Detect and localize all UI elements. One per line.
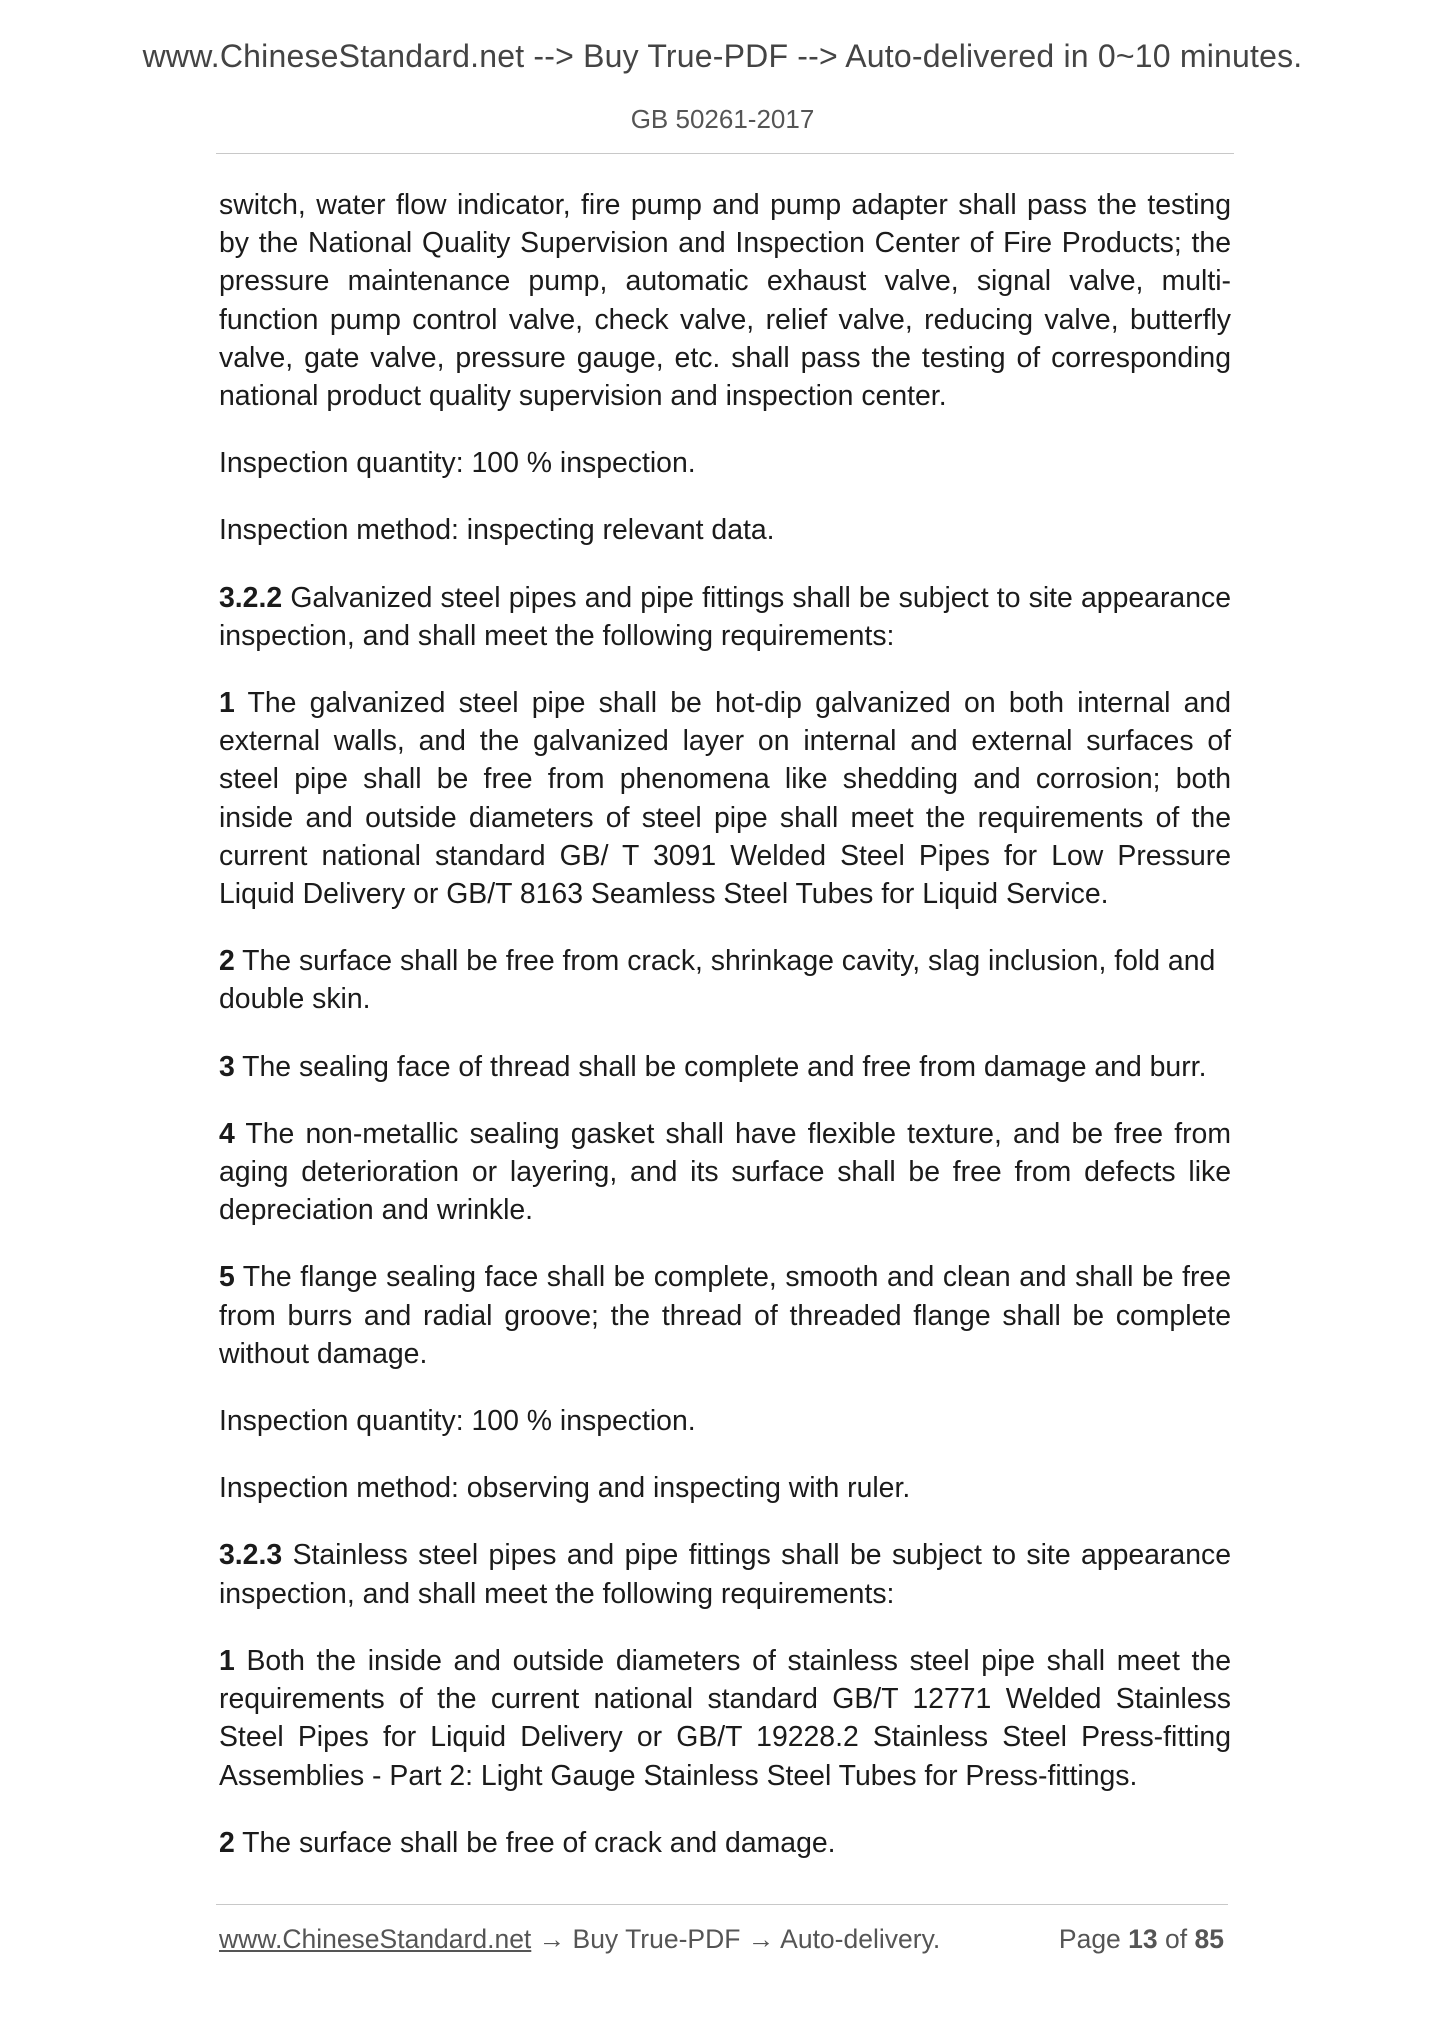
header-divider [216, 153, 1234, 154]
inspection-method: Inspection method: observing and inspecting with ruler. [219, 1472, 911, 1505]
item-number: 2 [219, 1826, 235, 1859]
item-number: 1 [219, 687, 235, 720]
item-number: 3 [219, 1050, 235, 1083]
item-number: 1 [219, 1644, 235, 1677]
footer-promo-text: → Buy True-PDF → Auto-delivery. [531, 1924, 941, 1954]
inspection-method: Inspection method: inspecting relevant data. [219, 514, 775, 547]
inspection-quantity: Inspection quantity: 100 % inspection. [219, 1405, 696, 1438]
page-label: Page [1058, 1924, 1121, 1954]
list-item [219, 1258, 1231, 1373]
list-item [219, 942, 1231, 1018]
item-number: 2 [219, 945, 235, 978]
inspection-quantity: Inspection quantity: 100 % inspection. [219, 447, 696, 480]
clause-3-2-2 [219, 579, 1231, 655]
clause-text: Galvanized steel pipes and pipe fittings shall be subject to site appearance inspection, and shall meet the following requirements: [219, 581, 1231, 652]
page-total: 85 [1194, 1924, 1224, 1954]
list-item [219, 1115, 1231, 1230]
document-code: GB 50261-2017 [630, 104, 815, 134]
page-content [219, 186, 1231, 1891]
page-number: 13 [1128, 1924, 1158, 1954]
item-text: The non-metallic sealing gasket shall have flexible texture, and be free from aging deterioration or layering, and its surface shall be free from defects like depreciation and wrinkle. [219, 1117, 1231, 1227]
list-item [219, 1642, 1231, 1795]
item-number: 4 [219, 1117, 235, 1150]
item-text: The surface shall be free of crack and damage. [234, 1826, 836, 1859]
item-number: 5 [219, 1261, 235, 1294]
clause-3-2-3 [219, 1536, 1231, 1612]
clause-number: 3.2.2 [219, 581, 283, 614]
clause-text: Stainless steel pipes and pipe fittings shall be subject to site appearance inspection, and shall meet the following requirements: [219, 1539, 1231, 1610]
of-label: of [1165, 1924, 1188, 1954]
paragraph-continuation: switch, water flow indicator, fire pump and pump adapter shall pass the testing by the National Quality Supervision and Inspection Center of Fire Products; the pressure maintenance pump, automatic exhaust valve, signal valve, multi-function pump control valve, check valve, relief valve, reducing valve, butterfly valve, gate valve, pressure gauge, etc. shall pass the testing of corresponding national product quality supervision and inspection center. [219, 189, 1231, 413]
item-text: Both the inside and outside diameters of stainless steel pipe shall meet the requirements of the current national standard GB/T 12771 Welded Stainless Steel Pipes for Liquid Delivery or GB/T 19228.2 Stainless Steel Press-fitting Assemblies - Part 2: Light Gauge Stainless Steel Tubes for Press-fittings. [219, 1644, 1231, 1792]
list-item [219, 684, 1231, 913]
top-banner: www.ChineseStandard.net --> Buy True-PDF --> Auto-delivered in 0~10 minutes. [142, 38, 1303, 74]
footer-promo [219, 1924, 940, 1955]
page-indicator [1059, 1924, 1224, 1955]
clause-number: 3.2.3 [219, 1539, 283, 1572]
footer-divider [216, 1904, 1228, 1905]
item-text: The flange sealing face shall be complete, smooth and clean and shall be free from burrs and radial groove; the thread of threaded flange shall be complete without damage. [219, 1261, 1231, 1370]
list-item [219, 1048, 1231, 1086]
item-text: The galvanized steel pipe shall be hot-dip galvanized on both internal and external walls, and the galvanized layer on internal and external surfaces of steel pipe shall be free from phenomena like shedding and corrosion; both inside and outside diameters of steel pipe shall meet the requirements of the current national standard GB/ T 3091 Welded Steel Pipes for Low Pressure Liquid Delivery or GB/T 8163 Seamless Steel Tubes for Liquid Service. [219, 687, 1231, 911]
item-text: The surface shall be free from crack, shrinkage cavity, slag inclusion, fold and double skin. [219, 945, 1216, 1016]
list-item [219, 1824, 1231, 1862]
item-text: The sealing face of thread shall be complete and free from damage and burr. [234, 1050, 1207, 1083]
footer-site-link[interactable]: www.ChineseStandard.net [219, 1924, 532, 1954]
